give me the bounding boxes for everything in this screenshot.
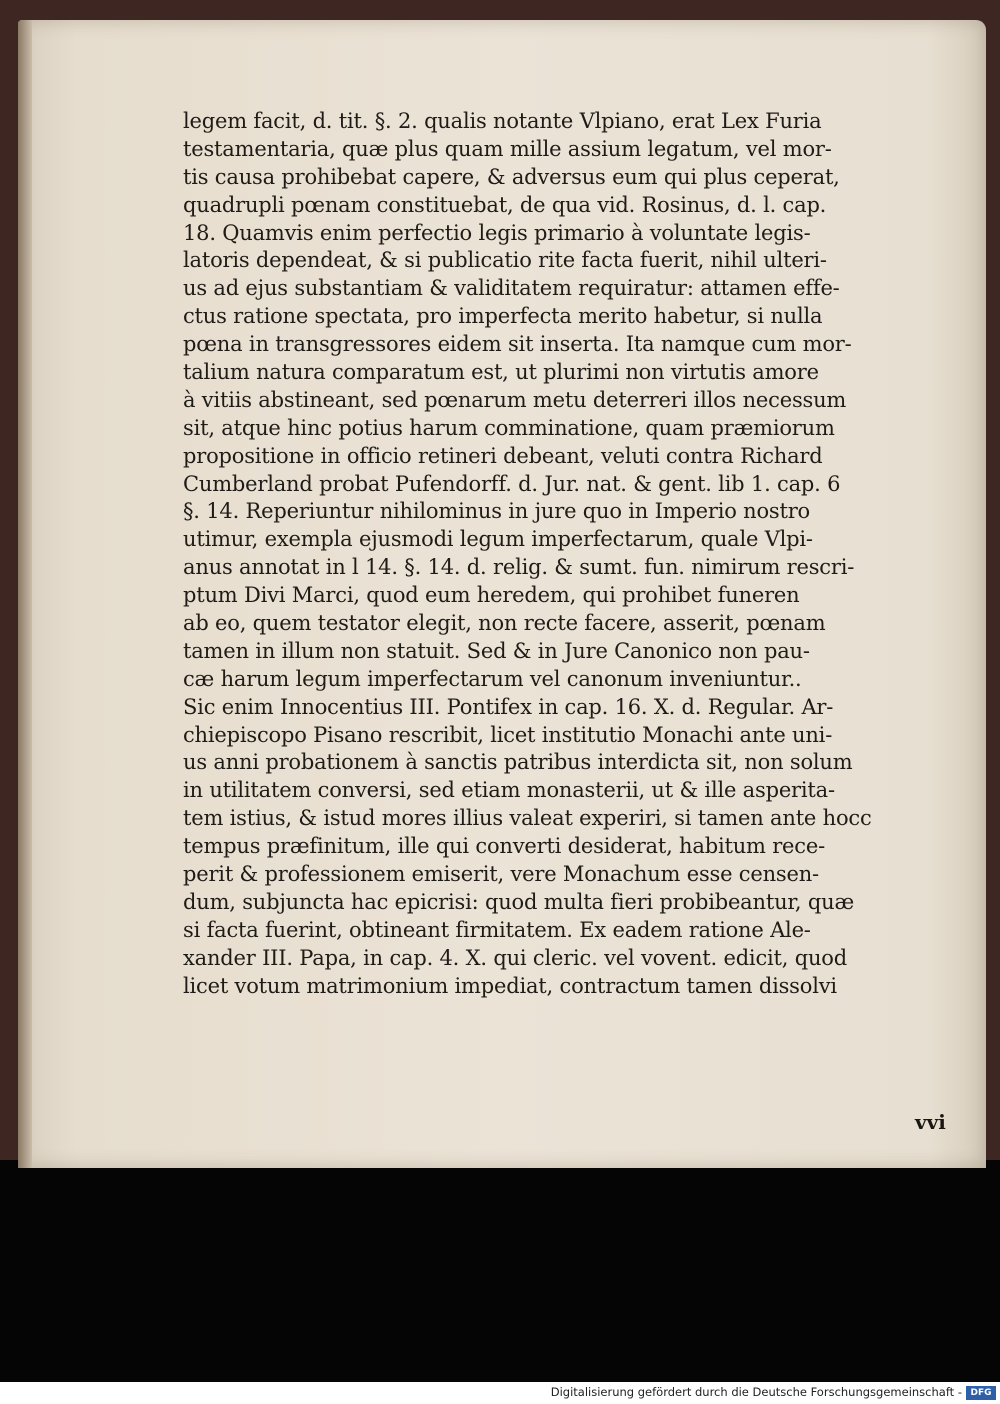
text-line: cæ harum legum imperfectarum vel canonum inveniuntur..: [183, 666, 802, 691]
text-line: latoris dependeat, & si publicatio rite facta fuerit, nihil ulteri-: [183, 248, 827, 273]
scan-bottom-border: [0, 1160, 1000, 1382]
text-line: propositione in officio retineri debeant, veluti contra Richard: [183, 443, 823, 468]
catchword: vvi: [915, 1110, 946, 1134]
page-text: [183, 108, 903, 1001]
text-line: talium natura comparatum est, ut plurimi non virtutis amore: [183, 360, 819, 385]
text-line: anus annotat in l 14. §. 14. d. relig. & sumt. fun. nimirum rescri-: [183, 555, 855, 580]
text-line: si facta fuerint, obtineant firmitatem. Ex eadem ratione Ale-: [183, 917, 811, 942]
text-line: ab eo, quem testator elegit, non recte facere, asserit, pœnam: [183, 611, 826, 636]
text-line: pœna in transgressores eidem sit inserta. Ita namque cum mor-: [183, 332, 852, 357]
text-line: licet votum matrimonium impediat, contractum tamen dissolvi: [183, 973, 837, 998]
text-line: xander III. Papa, in cap. 4. X. qui cleric. vel vovent. edicit, quod: [183, 945, 847, 970]
text-line: Cumberland probat Pufendorff. d. Jur. nat. & gent. lib 1. cap. 6: [183, 471, 841, 496]
text-line: Sic enim Innocentius III. Pontifex in cap. 16. X. d. Regular. Ar-: [183, 694, 834, 719]
text-line: quadrupli pœnam constituebat, de qua vid. Rosinus, d. l. cap.: [183, 192, 827, 217]
text-line: 18. Quamvis enim perfectio legis primario à voluntate legis-: [183, 220, 811, 245]
text-line: us ad ejus substantiam & validitatem requiratur: attamen effe-: [183, 276, 840, 301]
text-line: us anni probationem à sanctis patribus interdicta sit, non solum: [183, 750, 853, 775]
text-line: ptum Divi Marci, quod eum heredem, qui prohibet funeren: [183, 583, 800, 608]
text-line: à vitiis abstineant, sed pœnarum metu deterreri illos necessum: [183, 387, 847, 412]
text-line: in utilitatem conversi, sed etiam monasterii, ut & ille asperita-: [183, 778, 835, 803]
text-line: tamen in illum non statuit. Sed & in Jure Canonico non pau-: [183, 638, 810, 663]
text-line: tempus præfinitum, ille qui converti desiderat, habitum rece-: [183, 834, 825, 859]
funding-credit: Digitalisierung gefördert durch die Deutsche Forschungsgemeinschaft -: [550, 1385, 962, 1399]
text-line: §. 14. Reperiuntur nihilominus in jure quo in Imperio nostro: [183, 499, 811, 524]
text-line: dum, subjuncta hac epicrisi: quod multa fieri probibeantur, quæ: [183, 889, 854, 914]
text-line: sit, atque hinc potius harum comminatione, quam præmiorum: [183, 415, 835, 440]
page-gutter: [18, 20, 32, 1168]
text-line: tis causa prohibebat capere, & adversus eum qui plus ceperat,: [183, 164, 840, 189]
text-line: tem istius, & istud mores illius valeat experiri, si tamen ante hocc: [183, 806, 872, 831]
dfg-logo: DFG: [966, 1386, 996, 1400]
text-line: utimur, exempla ejusmodi legum imperfectarum, quale Vlpi-: [183, 527, 813, 552]
footer-bar: [0, 1382, 1000, 1404]
text-line: chiepiscopo Pisano rescribit, licet institutio Monachi ante uni-: [183, 722, 833, 747]
text-line: perit & professionem emiserit, vere Monachum esse censen-: [183, 862, 819, 887]
text-line: testamentaria, quæ plus quam mille assium legatum, vel mor-: [183, 136, 832, 161]
text-line: ctus ratione spectata, pro imperfecta merito habetur, si nulla: [183, 304, 823, 329]
text-line: legem facit, d. tit. §. 2. qualis notante Vlpiano, erat Lex Furia: [183, 109, 822, 133]
